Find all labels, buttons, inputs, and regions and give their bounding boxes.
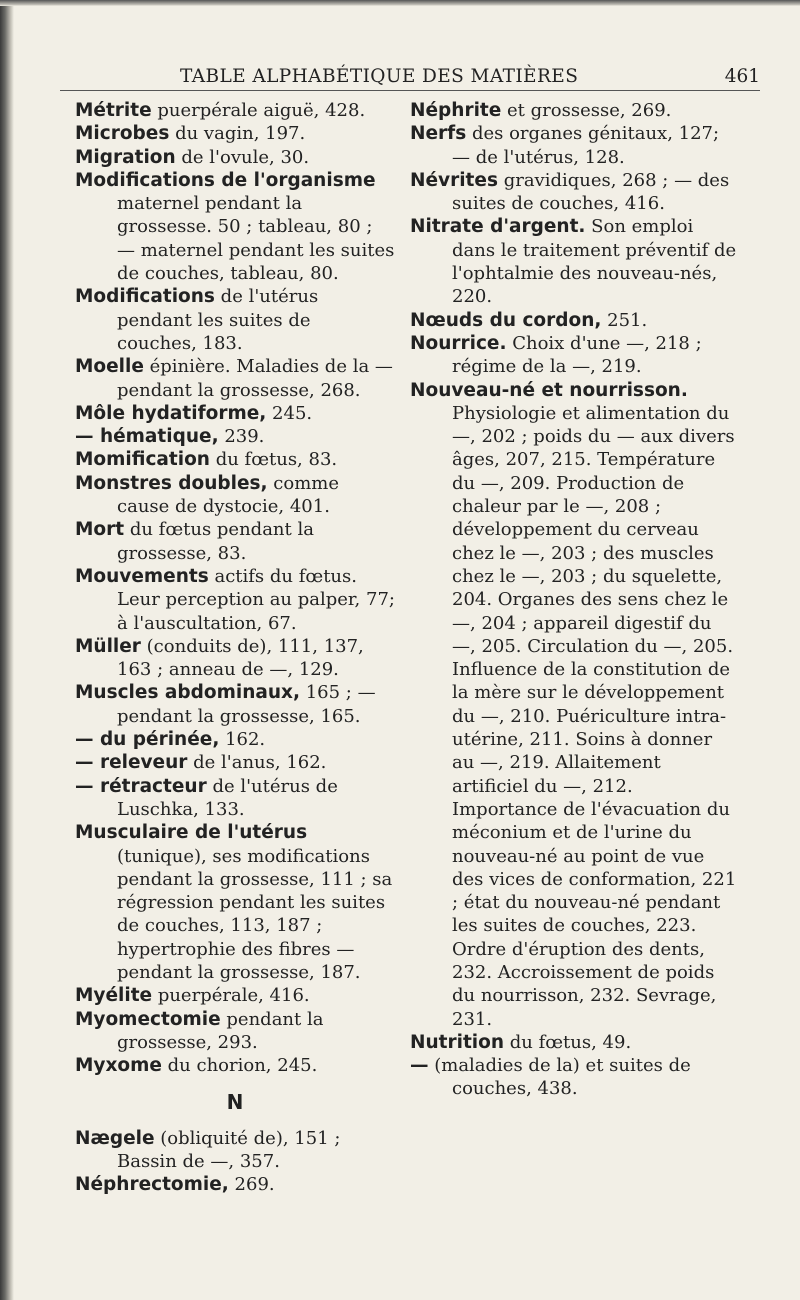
- entry-heading: Nægele: [75, 1127, 155, 1149]
- entry-text: Physiologie et alimentation du —, 202 ; poids du — aux divers âges, 207, 215. Température du —, 209. Production de chaleur par le —, 208 ; développement du cerveau chez le —, 203 ; des muscles chez le —, 203 ; du squelette, 204. Organes des sens chez le —, 204 ; appareil digestif du —, 205. Circulation du —, 205. Influence de la constitution de la mère sur le développement du —, 210. Puériculture intra-utérine, 211. Soins à donner au —, 219. Allaitement artificiel du —, 212. Importance de l'évacuation du méconium et de l'urine du nouveau-né au point de vue des vices de conformation, 221 ; état du nouveau-né pendant les suites de couches, 223. Ordre d'éruption des dents, 232. Accroissement de poids du nourrisson, 232. Sevrage, 231.: [452, 402, 737, 1030]
- entry-text: puerpérale aiguë, 428.: [151, 100, 366, 121]
- entry-heading: — du périnée,: [75, 729, 220, 751]
- left-entries: [75, 99, 395, 1077]
- entry-heading: Müller: [75, 635, 141, 657]
- index-entry: [75, 775, 395, 822]
- index-entry: [410, 309, 740, 332]
- index-entry: [75, 984, 395, 1007]
- entry-heading: Nourrice.: [410, 332, 507, 354]
- entry-heading: Monstres doubles,: [75, 472, 268, 494]
- entry-text: puerpérale, 416.: [152, 985, 310, 1007]
- entry-text: 165 ; — pendant la grossesse, 165.: [117, 682, 376, 727]
- entry-text: 162.: [219, 729, 266, 751]
- entry-heading: Néphrectomie,: [75, 1174, 229, 1196]
- index-entry: [75, 1127, 395, 1174]
- index-entry: [410, 215, 740, 308]
- index-entry: [75, 518, 395, 565]
- index-entry: [75, 565, 395, 635]
- entry-text: de l'utérus pendant les suites de couches, 183.: [117, 286, 319, 354]
- index-entry: [75, 751, 395, 774]
- entry-heading: — hématique,: [75, 426, 219, 448]
- entry-heading: Myomectomie: [75, 1008, 221, 1030]
- entry-heading: Nouveau-né et nourrisson.: [410, 379, 688, 401]
- entry-heading: Moelle: [75, 356, 144, 378]
- entry-text: de l'utérus de Luschka, 133.: [117, 775, 338, 820]
- section-letter: N: [226, 1090, 244, 1115]
- index-entry: [75, 1054, 395, 1077]
- entry-heading: Muscles abdominaux,: [75, 682, 300, 704]
- entry-text: (conduits de), 111, 137, 163 ; anneau de —, 129.: [117, 635, 364, 681]
- entry-text: Choix d'une —, 218 ; régime de la —, 219.: [452, 332, 702, 378]
- entry-text: du fœtus, 83.: [209, 449, 338, 471]
- index-entry: [75, 681, 395, 728]
- entry-text: maternel pendant la grossesse. 50 ; tableau, 80 ; — maternel pendant les suites de couches, tableau, 80.: [117, 193, 395, 285]
- entry-text: 239.: [218, 426, 265, 448]
- entry-heading: Momification: [75, 449, 210, 471]
- entry-text: actifs du fœtus. Leur perception au palper, 77; à l'auscultation, 67.: [117, 565, 395, 634]
- left-column: [75, 99, 395, 1197]
- entry-text: pendant la grossesse, 293.: [117, 1008, 324, 1053]
- right-entries: [410, 99, 740, 1101]
- entry-text: (tunique), ses modifications pendant la grossesse, 111 ; sa régression pendant les suites de couches, 113, 187 ; hypertrophie des fibres — pendant la grossesse, 187.: [117, 845, 393, 983]
- entry-text: du fœtus pendant la grossesse, 83.: [117, 519, 314, 564]
- entry-heading: Métrite: [75, 100, 152, 121]
- index-entry: [410, 1054, 740, 1101]
- entry-heading: Névrites: [410, 169, 498, 191]
- left-entries-after: [75, 1127, 395, 1197]
- index-entry: [410, 99, 740, 122]
- entry-text: du chorion, 245.: [161, 1055, 318, 1077]
- index-entry: [410, 332, 740, 379]
- index-entry: [75, 146, 395, 169]
- entry-heading: — rétracteur: [75, 775, 207, 797]
- index-entry: [75, 285, 395, 355]
- index-entry: [75, 99, 395, 122]
- index-entry: [75, 1173, 395, 1196]
- index-entry: [75, 355, 395, 402]
- entry-text: 251.: [601, 309, 648, 331]
- entry-heading: Nerfs: [410, 123, 467, 145]
- entry-heading: Nitrate d'argent.: [410, 216, 586, 238]
- entry-heading: Mort: [75, 519, 125, 541]
- entry-text: de l'ovule, 30.: [175, 146, 310, 168]
- index-entry: [75, 821, 395, 984]
- index-entry: [410, 169, 740, 216]
- entry-text: épinière. Maladies de la — pendant la grossesse, 268.: [117, 356, 393, 401]
- entry-heading: Musculaire de l'utérus: [75, 822, 308, 844]
- index-entry: [75, 728, 395, 751]
- index-entry: [75, 425, 395, 448]
- entry-heading: —: [410, 1055, 429, 1077]
- entry-heading: Myélite: [75, 985, 153, 1007]
- header-title: TABLE ALPHABÉTIQUE DES MATIÈRES: [180, 66, 579, 87]
- index-entry: [75, 402, 395, 425]
- entry-text: des organes génitaux, 127; — de l'utérus, 128.: [452, 123, 720, 168]
- entry-heading: Mouvements: [75, 565, 209, 587]
- index-entry: [410, 122, 740, 169]
- index-entry: [410, 379, 740, 1031]
- index-entry: [75, 472, 395, 519]
- entry-text: 245.: [266, 402, 313, 424]
- entry-heading: Nœuds du cordon,: [410, 309, 602, 331]
- page-top-edge: [0, 0, 800, 6]
- entry-heading: Néphrite: [410, 100, 502, 121]
- page-binding-edge: [0, 0, 14, 1300]
- entry-heading: Microbes: [75, 123, 170, 145]
- entry-text: comme cause de dystocie, 401.: [117, 472, 339, 518]
- entry-heading: Modifications de l'organisme: [75, 169, 376, 191]
- entry-heading: Myxome: [75, 1055, 162, 1077]
- right-column: [410, 99, 740, 1101]
- entry-text: (obliquité de), 151 ; Bassin de —, 357.: [117, 1127, 341, 1173]
- entry-heading: — releveur: [75, 752, 188, 774]
- index-entry: [75, 122, 395, 145]
- entry-text: et grossesse, 269.: [501, 100, 672, 121]
- index-entry: [75, 169, 395, 285]
- entry-text: (maladies de la) et suites de couches, 438.: [428, 1055, 691, 1100]
- entry-heading: Modifications: [75, 286, 215, 308]
- running-header: [60, 66, 760, 91]
- index-entry: [75, 635, 395, 682]
- entry-text: du fœtus, 49.: [504, 1031, 632, 1053]
- entry-heading: Migration: [75, 146, 176, 168]
- page-number: 461: [724, 66, 760, 87]
- entry-text: gravidiques, 268 ; — des suites de couches, 416.: [452, 169, 730, 215]
- index-entry: [75, 1008, 395, 1055]
- index-entry: [75, 448, 395, 471]
- entry-text: 269.: [228, 1174, 275, 1196]
- entry-heading: Nutrition: [410, 1031, 505, 1053]
- index-entry: [410, 1031, 740, 1054]
- entry-text: de l'anus, 162.: [187, 752, 327, 774]
- entry-text: Son emploi dans le traitement préventif de l'ophtalmie des nouveau-nés, 220.: [452, 216, 737, 308]
- entry-heading: Môle hydatiforme,: [75, 402, 267, 424]
- entry-text: du vagin, 197.: [169, 123, 306, 145]
